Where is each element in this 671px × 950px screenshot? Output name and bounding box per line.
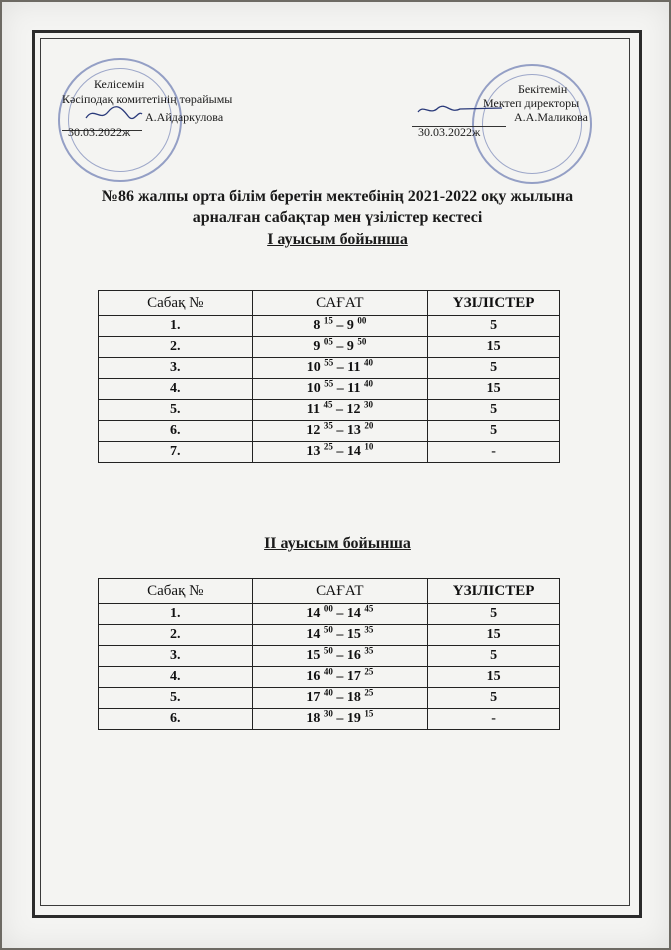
break-minutes: 5 <box>428 316 560 337</box>
left-approval-date: 30.03.2022ж <box>68 125 131 139</box>
lesson-time: 10 $^{55}$ – 11 $^{40}$ <box>252 379 428 400</box>
lesson-number: 3. <box>99 646 253 667</box>
start-hour: 8 <box>313 318 321 333</box>
start-minutes: 50 <box>323 624 333 635</box>
table-row <box>99 625 560 646</box>
start-minutes: 45 <box>323 399 333 410</box>
header-breaks: ҮЗІЛІСТЕР <box>428 291 560 316</box>
start-hour: 17 <box>306 690 321 705</box>
end-hour: 13 <box>346 423 361 438</box>
right-approval-date: 30.03.2022ж <box>418 125 481 139</box>
lesson-time: 14 $^{50}$ – 15 $^{35}$ <box>252 625 428 646</box>
lesson-number: 7. <box>99 442 253 463</box>
end-hour: 9 <box>346 318 354 333</box>
lesson-number: 6. <box>99 709 253 730</box>
table-row <box>99 688 560 709</box>
lesson-number: 3. <box>99 358 253 379</box>
start-hour: 18 <box>306 711 321 726</box>
end-hour: 16 <box>346 648 361 663</box>
break-minutes: 5 <box>428 604 560 625</box>
header-lesson-number: Сабақ № <box>99 291 253 316</box>
lesson-time: 8 $^{15}$ – 9 $^{00}$ <box>252 316 428 337</box>
end-minutes: 25 <box>364 666 374 677</box>
lesson-number: 4. <box>99 379 253 400</box>
document-title-line2: арналған сабақтар мен үзілістер кестесі <box>192 209 483 226</box>
lesson-number: 4. <box>99 667 253 688</box>
right-approval-name: А.А.Маликова <box>514 110 588 124</box>
start-minutes: 40 <box>323 687 333 698</box>
lesson-time: 15 $^{50}$ – 16 $^{35}$ <box>252 646 428 667</box>
end-minutes: 45 <box>364 603 374 614</box>
right-approval-position: Мектеп директоры <box>483 96 580 110</box>
end-hour: 9 <box>346 339 354 354</box>
end-hour: 14 <box>346 606 361 621</box>
start-hour: 9 <box>313 339 321 354</box>
break-minutes: - <box>428 709 560 730</box>
end-hour: 17 <box>346 669 361 684</box>
break-minutes: 5 <box>428 421 560 442</box>
break-minutes: 15 <box>428 667 560 688</box>
end-hour: 18 <box>346 690 361 705</box>
left-signature-icon <box>84 102 144 124</box>
start-hour: 10 <box>306 360 321 375</box>
end-minutes: 40 <box>363 378 373 389</box>
end-hour: 19 <box>346 711 361 726</box>
lesson-time: 18 $^{30}$ – 19 $^{15}$ <box>252 709 428 730</box>
lesson-time: 17 $^{40}$ – 18 $^{25}$ <box>252 688 428 709</box>
lesson-time: 13 $^{25}$ – 14 $^{10}$ <box>252 442 428 463</box>
table-row <box>99 379 560 400</box>
table-row <box>99 709 560 730</box>
right-signature-icon <box>416 100 506 120</box>
break-minutes: - <box>428 442 560 463</box>
table-row <box>99 442 560 463</box>
start-hour: 15 <box>306 648 321 663</box>
start-minutes: 05 <box>323 336 333 347</box>
start-hour: 14 <box>306 606 321 621</box>
start-minutes: 15 <box>323 315 333 326</box>
lesson-number: 6. <box>99 421 253 442</box>
break-minutes: 15 <box>428 625 560 646</box>
shift1-heading: I ауысым бойынша <box>267 231 408 248</box>
break-minutes: 5 <box>428 646 560 667</box>
left-approval-name: А.Айдаркулова <box>145 110 224 124</box>
start-hour: 13 <box>306 444 321 459</box>
table-row <box>99 316 560 337</box>
start-minutes: 55 <box>324 378 334 389</box>
lesson-number: 2. <box>99 337 253 358</box>
document-sheet <box>2 2 669 948</box>
start-minutes: 55 <box>324 357 334 368</box>
start-hour: 12 <box>306 423 321 438</box>
end-hour: 11 <box>347 360 361 375</box>
shift2-heading: II ауысым бойынша <box>264 535 411 552</box>
table-row <box>99 604 560 625</box>
end-minutes: 20 <box>364 420 374 431</box>
end-hour: 12 <box>346 402 361 417</box>
end-minutes: 50 <box>357 336 367 347</box>
start-minutes: 50 <box>323 645 333 656</box>
lesson-time: 14 $^{00}$ – 14 $^{45}$ <box>252 604 428 625</box>
end-minutes: 10 <box>364 441 374 452</box>
start-hour: 10 <box>306 381 321 396</box>
table-row <box>99 421 560 442</box>
header-breaks: ҮЗІЛІСТЕР <box>428 579 560 604</box>
break-minutes: 5 <box>428 400 560 421</box>
table-row <box>99 667 560 688</box>
right-approval-title: Бекітемін <box>518 82 568 96</box>
header-lesson-number: Сабақ № <box>99 579 253 604</box>
left-approval-position: Кәсіподақ комитетінің төрайымы <box>62 92 233 106</box>
start-hour: 14 <box>306 627 321 642</box>
header-time: САҒАТ <box>252 291 428 316</box>
break-minutes: 15 <box>428 337 560 358</box>
shift2-header-row <box>99 579 560 604</box>
break-minutes: 5 <box>428 358 560 379</box>
lesson-time: 11 $^{45}$ – 12 $^{30}$ <box>252 400 428 421</box>
table-row <box>99 400 560 421</box>
start-minutes: 40 <box>323 666 333 677</box>
end-minutes: 35 <box>364 645 374 656</box>
start-minutes: 25 <box>323 441 333 452</box>
lesson-number: 5. <box>99 400 253 421</box>
lesson-number: 5. <box>99 688 253 709</box>
header-time: САҒАТ <box>252 579 428 604</box>
document-title-line1: №86 жалпы орта білім беретін мектебінің 2021-2022 оқу жылына <box>101 188 574 205</box>
start-hour: 16 <box>306 669 321 684</box>
start-minutes: 00 <box>323 603 333 614</box>
left-approval-title: Келісемін <box>94 77 145 91</box>
end-minutes: 00 <box>357 315 367 326</box>
end-minutes: 30 <box>363 399 373 410</box>
table-row <box>99 646 560 667</box>
lesson-time: 12 $^{35}$ – 13 $^{20}$ <box>252 421 428 442</box>
shift1-header-row <box>99 291 560 316</box>
lesson-time: 16 $^{40}$ – 17 $^{25}$ <box>252 667 428 688</box>
start-minutes: 35 <box>323 420 333 431</box>
end-minutes: 35 <box>364 624 374 635</box>
shift2-table <box>98 578 560 730</box>
end-hour: 14 <box>346 444 361 459</box>
start-minutes: 30 <box>323 708 333 719</box>
break-minutes: 5 <box>428 688 560 709</box>
lesson-number: 2. <box>99 625 253 646</box>
lesson-number: 1. <box>99 604 253 625</box>
lesson-number: 1. <box>99 316 253 337</box>
lesson-time: 9 $^{05}$ – 9 $^{50}$ <box>252 337 428 358</box>
shift1-table <box>98 290 560 463</box>
table-row <box>99 358 560 379</box>
end-minutes: 15 <box>364 708 374 719</box>
end-hour: 11 <box>347 381 361 396</box>
table-row <box>99 337 560 358</box>
end-hour: 15 <box>346 627 361 642</box>
end-minutes: 25 <box>364 687 374 698</box>
end-minutes: 40 <box>363 357 373 368</box>
break-minutes: 15 <box>428 379 560 400</box>
start-hour: 11 <box>306 402 320 417</box>
lesson-time: 10 $^{55}$ – 11 $^{40}$ <box>252 358 428 379</box>
